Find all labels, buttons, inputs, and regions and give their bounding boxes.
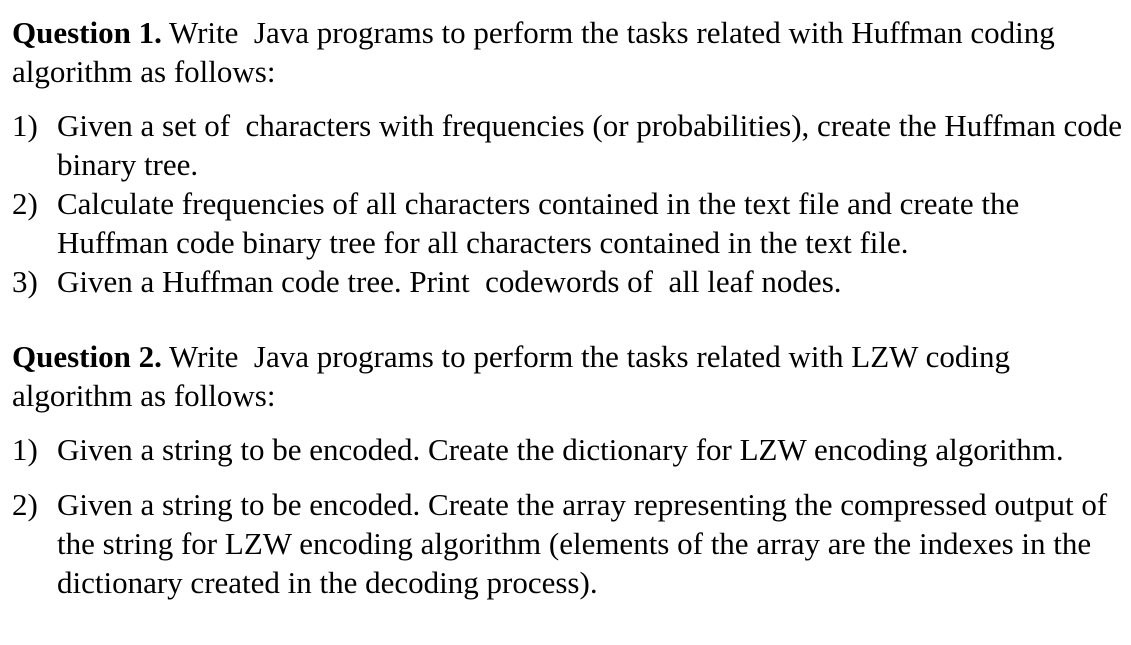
question-2-intro: Write Java programs to perform the tasks related with LZW coding algorithm as follows: [12, 339, 1018, 413]
item-text: Calculate frequencies of all characters contained in the text file and create the Huffman code binary tree for all characters contained in the text file. [57, 186, 1027, 260]
question-1-heading [12, 13, 1124, 91]
item-text: Given a Huffman code tree. Print codewords of all leaf nodes. [57, 264, 842, 299]
item-number: 3) [12, 264, 38, 299]
question-1-intro: Write Java programs to perform the tasks related with Huffman coding algorithm as follows: [12, 15, 1063, 89]
list-item [12, 485, 1124, 602]
document-page [12, 13, 1130, 602]
list-item [12, 184, 1124, 262]
question-1 [12, 13, 1130, 301]
question-2 [12, 337, 1124, 602]
item-text: Given a set of characters with frequencies (or probabilities), create the Huffman code binary tree. [57, 108, 1130, 182]
question-2-task-list [12, 430, 1124, 602]
item-number: 2) [12, 186, 38, 221]
question-1-task-list [12, 106, 1130, 301]
item-number: 1) [12, 432, 38, 467]
item-text: Given a string to be encoded. Create the array representing the compressed output of the string for LZW encoding algorithm (elements of the array are the indexes in the dictionary created in the decoding process). [57, 487, 1115, 600]
list-item [12, 430, 1124, 469]
question-2-label: Question 2. [12, 339, 162, 374]
list-item [12, 106, 1130, 184]
question-2-heading [12, 337, 1124, 415]
item-number: 2) [12, 487, 38, 522]
list-item [12, 262, 1124, 301]
item-text: Given a string to be encoded. Create the dictionary for LZW encoding algorithm. [57, 432, 1064, 467]
question-1-label: Question 1. [12, 15, 162, 50]
item-number: 1) [12, 108, 38, 143]
